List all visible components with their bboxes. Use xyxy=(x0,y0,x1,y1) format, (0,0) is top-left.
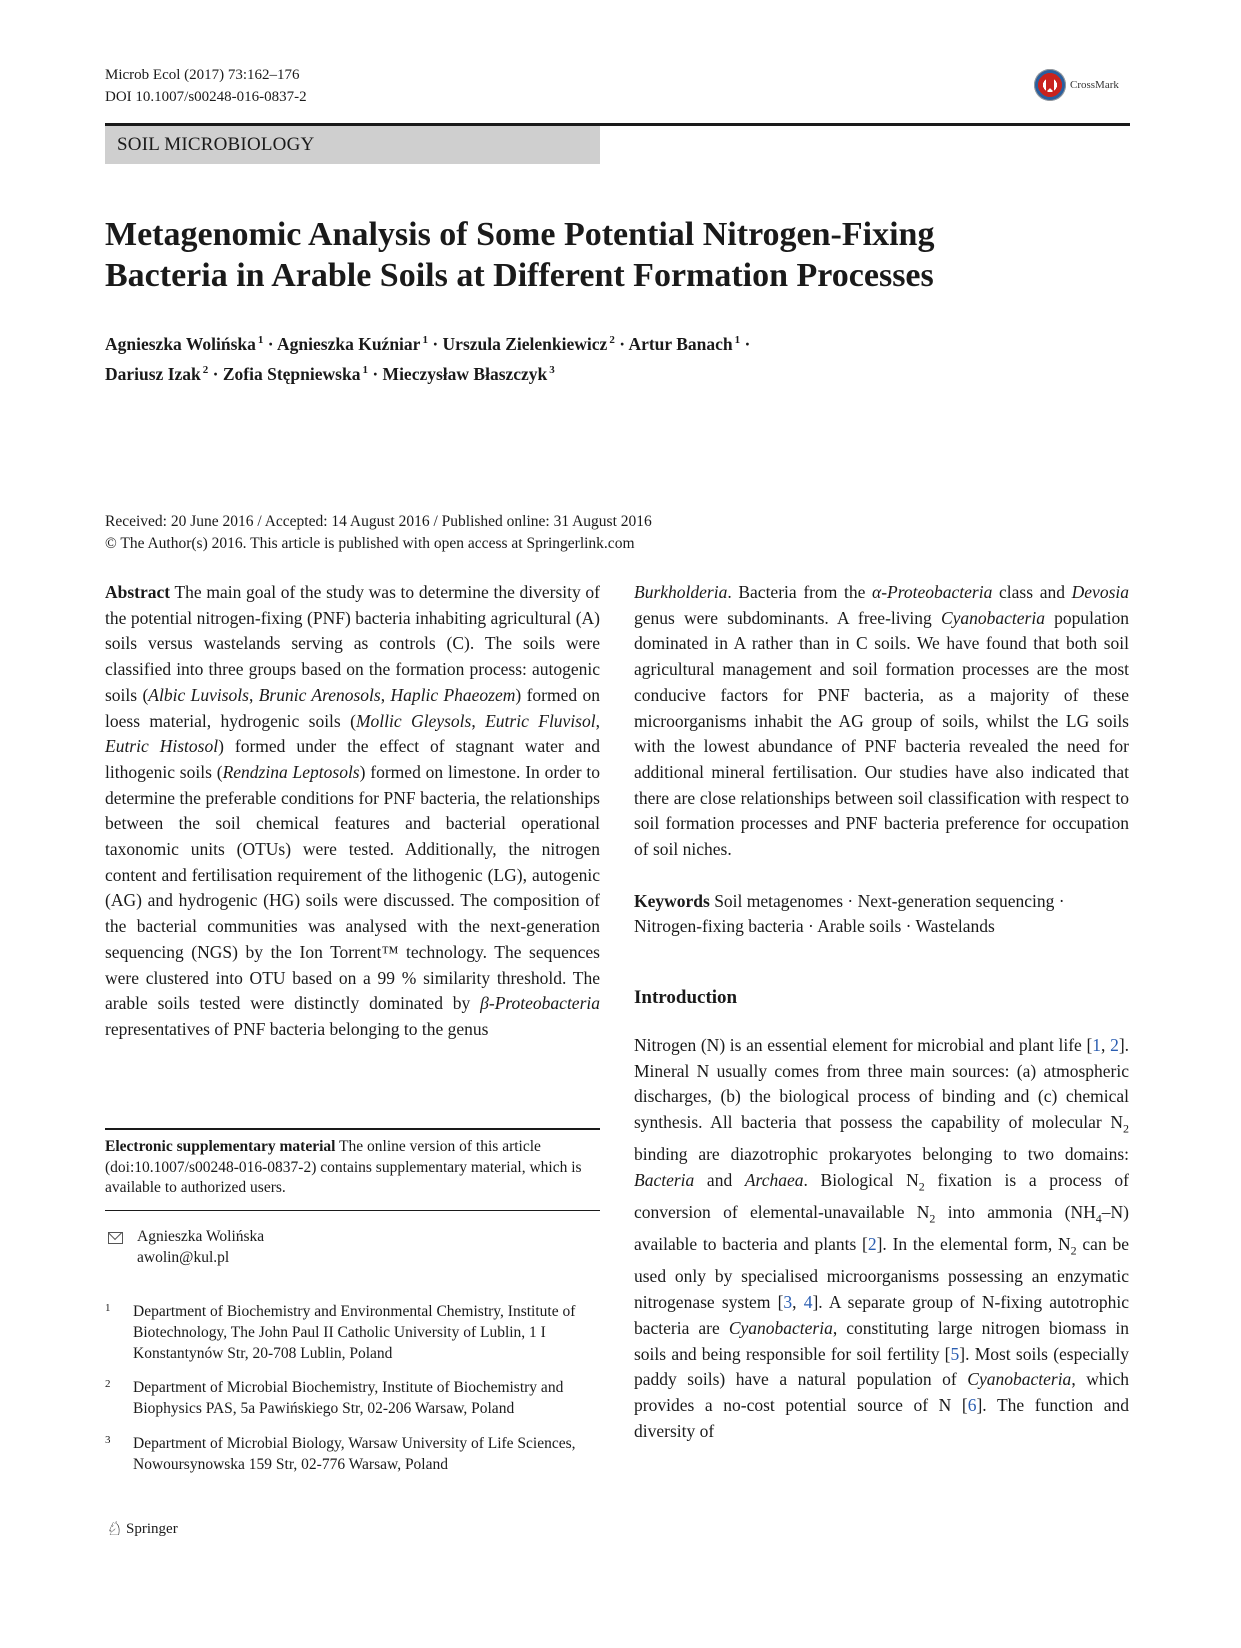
article-dates xyxy=(105,511,652,555)
publisher-footer xyxy=(105,1518,178,1540)
esm-text: The online version of this article (doi:10.1007/s00248-016-0837-2) contains supplementary material, which is available to authorized users. xyxy=(105,1138,582,1196)
section-heading-introduction: Introduction xyxy=(634,987,738,1009)
author-name[interactable]: Artur Banach xyxy=(628,334,733,354)
reference-link[interactable]: 2 xyxy=(867,1234,877,1255)
author-name[interactable]: Zofia Stępniewska xyxy=(222,364,361,384)
citation: Microb Ecol (2017) 73:162–176 xyxy=(105,67,300,83)
affiliation-number: 1 xyxy=(105,1302,111,1314)
keywords xyxy=(634,889,1129,940)
introduction-text: Nitrogen (N) is an essential element for microbial and plant life [1, 2]. Mineral N usually comes from three main sources: (a) atmospheric discharges, (b) the biological process of binding and (c) chemical synthesis. All bacteria that possess the capability of molecular $N_2$ binding are diazotrophic prokaryotes belonging to two domains: Bacteria and Archaea. Biological $N_2$ fixation is a process of conversion of elemental-unavailable $N_2$ into ammonia $(NH_4-N)$ available to bacteria and plants [2]. In the elemental form, $N_2$ can be used only by specialised microorganisms possessing an enzymatic nitrogenase system [3, 4]. A separate group of N-fixing autotrophic bacteria are Cyanobacteria, constituting large nitrogen biomass in soils and being responsible for soil fertility [5]. Most soils (especially paddy soils) have a natural population of Cyanobacteria, which provides a no-cost potential source of N [6]. The function and diversity of xyxy=(634,1034,1130,1441)
section-label: SOIL MICROBIOLOGY xyxy=(105,126,600,164)
affiliation-number: 3 xyxy=(105,1434,111,1446)
reference-link[interactable]: 6 xyxy=(967,1394,977,1415)
abstract-left-column xyxy=(105,580,600,1043)
reference-link[interactable]: 1 xyxy=(1092,1034,1102,1055)
author-name[interactable]: Agnieszka Wolińska xyxy=(105,334,256,354)
history-dates: Received: 20 June 2016 / Accepted: 14 August 2016 / Published online: 31 August 2016 xyxy=(105,513,652,530)
title-line-2: Bacteria in Arable Soils at Different Formation Processes xyxy=(105,257,934,294)
supplementary-note xyxy=(105,1137,600,1199)
esm-label: Electronic supplementary material xyxy=(105,1138,336,1155)
abstract-text: Abstract The main goal of the study was to determine the diversity of the potential nitrogen-fixing (PNF) bacteria inhabiting agricultural (A) soils versus wastelands serving as controls (C). The soils were classified into three groups based on the formation process: autogenic soils (Albic Luvisols, Brunic Arenosols, Haplic Phaeozem) formed on loess material, hydrogenic soils (Mollic Gleysols, Eutric Fluvisol, Eutric Histosol) formed under the effect of stagnant water and lithogenic soils (Rendzina Leptosols) formed on limestone. In order to determine the preferable conditions for PNF bacteria, the relationships between the soil chemical features and bacterial operational taxonomic units (OTUs) were tested. Additionally, the nitrogen content and fertilisation requirement of the lithogenic (LG), autogenic (AG) and hydrogenic (HG) soils were discussed. The composition of the bacterial communities was analysed with the next-generation sequencing (NGS) by the Ion Torrent™ technology. The sequences were clustered into OTU based on a 99 % similarity threshold. The arable soils tested were distinctly dominated by β-Proteobacteria representatives of PNF bacteria belonging to the genus xyxy=(105,582,600,1039)
esm-rule xyxy=(105,1128,600,1130)
affiliation xyxy=(105,1301,600,1364)
author-affiliation: 2 xyxy=(202,364,209,376)
author-name[interactable]: Urszula Zielenkiewicz xyxy=(442,334,608,354)
author-affiliation: 1 xyxy=(362,364,368,376)
doi[interactable]: DOI 10.1007/s00248-016-0837-2 xyxy=(105,89,307,105)
article-title xyxy=(105,214,1105,296)
affiliation xyxy=(105,1433,600,1475)
author-affiliation: 1 xyxy=(734,334,741,346)
reference-link[interactable]: 4 xyxy=(803,1292,813,1313)
springer-logo-icon: ♘ xyxy=(105,1518,123,1540)
abstract-text-continued: Burkholderia. Bacteria from the α-Proteobacteria class and Devosia genus were subdominants. A free-living Cyanobacteria population dominated in A rather than in C soils. We have found that both soil agricultural management and soil formation processes are the most conducive factors for PNF bacteria, as a majority of these microorganisms inhabit the AG group of soils, whilst the LG soils with the lowest abundance of PNF bacteria revealed the need for additional mineral fertilisation. Our studies have also indicated that there are close relationships between soil classification with respect to soil formation processes and PNF bacteria preference for occupation of soil niches. xyxy=(634,582,1129,860)
crossmark-badge[interactable] xyxy=(1034,69,1119,101)
affiliation-text: Department of Microbial Biochemistry, Institute of Biochemistry and Biophysics PAS, 5a Pawińskiego Str, 02-206 Warsaw, Poland xyxy=(133,1379,564,1417)
author-name[interactable]: Dariusz Izak xyxy=(105,364,201,384)
reference-link[interactable]: 3 xyxy=(783,1292,793,1313)
affiliation-text: Department of Biochemistry and Environmental Chemistry, Institute of Biotechnology, The John Paul II Catholic University of Lublin, 1 I Konstantynów Str, 20-708 Lublin, Poland xyxy=(133,1303,576,1362)
author-name[interactable]: Mieczysław Błaszczyk xyxy=(382,364,548,384)
author-name[interactable]: Agnieszka Kuźniar xyxy=(277,334,421,354)
crossmark-label: CrossMark xyxy=(1070,79,1119,91)
crossmark-icon xyxy=(1034,69,1066,101)
affiliation xyxy=(105,1377,600,1419)
mail-icon xyxy=(108,1232,123,1244)
corresponding-author: Agnieszka Wolińska xyxy=(137,1228,265,1245)
correspondence-rule xyxy=(105,1210,600,1211)
correspondence xyxy=(105,1226,600,1268)
author-affiliation: 3 xyxy=(549,364,555,376)
author-affiliation: 1 xyxy=(422,334,428,346)
keywords-label: Keywords xyxy=(634,890,710,911)
reference-link[interactable]: 2 xyxy=(1110,1034,1119,1055)
publisher-name: Springer xyxy=(126,1520,178,1537)
author-affiliation: 1 xyxy=(257,334,264,346)
journal-reference xyxy=(105,64,307,108)
right-column xyxy=(634,580,1129,1444)
author-affiliation: 2 xyxy=(609,334,615,346)
abstract-label: Abstract xyxy=(105,582,171,602)
author-list: Agnieszka Wolińska $^1$ · Agnieszka Kuźniar $^1$ · Urszula Zielenkiewicz $^2$ · Artur Banach $^1$ · Dariusz Izak $^2$ · Zofia Stępniewska $^1$ · Mieczysław Błaszczyk $^3$ xyxy=(105,334,751,384)
affiliation-text: Department of Microbial Biology, Warsaw University of Life Sciences, Nowoursynowska 159 Str, 02-776 Warsaw, Poland xyxy=(133,1435,576,1473)
keywords-list: Soil metagenomes · Next-generation sequencing · Nitrogen-fixing bacteria · Arable soils · Wastelands xyxy=(634,890,1065,937)
title-line-1: Metagenomic Analysis of Some Potential Nitrogen-Fixing xyxy=(105,216,935,253)
affiliation-number: 2 xyxy=(105,1378,111,1390)
reference-link[interactable]: 5 xyxy=(950,1343,960,1364)
corresponding-email[interactable]: awolin@kul.pl xyxy=(137,1249,230,1266)
copyright-line: © The Author(s) 2016. This article is published with open access at Springerlink.com xyxy=(105,535,635,552)
